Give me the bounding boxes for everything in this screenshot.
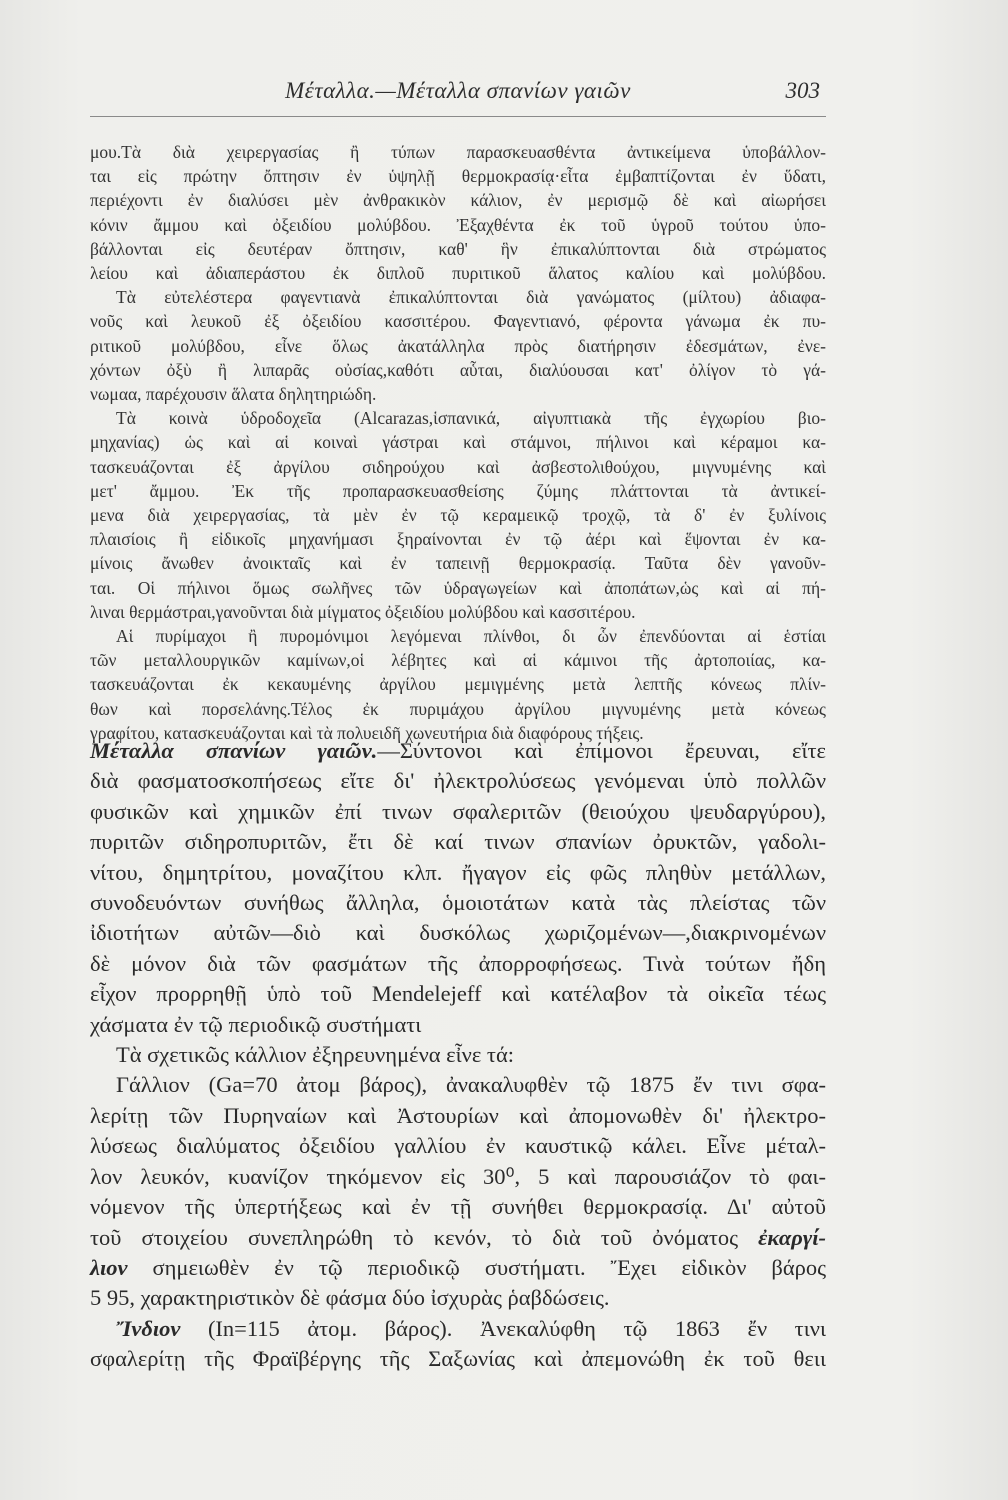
text-line: ἰδιοτήτων αὐτῶν—διὸ καὶ δυσκόλως χωριζομένων—,διακρινομένων — [90, 920, 826, 946]
text-line: —Σύντονοι καὶ ἐπίμονοι ἔρευναι, εἴτε — [377, 738, 826, 763]
section-heading: Μέταλλα σπανίων γαιῶν. — [90, 738, 378, 763]
running-title: Μέταλλα.—Μέταλλα σπανίων γαιῶν — [285, 78, 631, 103]
text-line: λιναι θερμάστραι,γανοῦνται διὰ μίγματος ὀξειδίου μολύβδου καὶ κασσιτέρου. — [90, 601, 636, 622]
section-rare-earth-metals — [90, 736, 826, 1375]
section-first-line — [90, 736, 826, 766]
text-line: τασκευάζονται ἐξ ἀργίλου σιδηρούχου καὶ ἀσβεστολιθούχου, μιγνυμένης καὶ — [90, 456, 826, 477]
indium-term: Ἴνδιον — [116, 1315, 181, 1341]
text-line: χόντων ὀξὺ ἢ λιπαρᾶς οὐσίας,καθότι αὗται, διαλύουσαι κατ' ὀλίγον τὸ γά- — [90, 359, 826, 380]
text-line: λείου καὶ ἀδιαπεράστου ἐκ διπλοῦ πυριτικοῦ ἅλατος καλίου καὶ μολύβδου. — [90, 263, 826, 284]
text-line: κόνιν ἄμμου καὶ ὀξειδίου μολύβδου. Ἐξαχθέντα ἐκ τοῦ ὑγροῦ τούτου ὑπο- — [90, 214, 826, 235]
text-line: ται εἰς πρώτην ὄπτησιν ἐν ὑψηλῇ θερμοκρασίᾳ·εἶτα ἐμβαπτίζονται ἐν ὕδατι, — [90, 166, 826, 187]
text-line: ριτικοῦ μολύβδου, εἶνε ὅλως ἀκατάλληλα πρὸς διατήρησιν ἐδεσμάτων, ἐνε- — [90, 335, 826, 356]
text-line: γραφίτου, κατασκευάζονται καὶ τὰ πολυειδῆ χωνευτήρια διὰ διαφόρους τήξεις. — [90, 722, 644, 743]
small-print-block — [90, 140, 826, 745]
gallium-line-with-term — [90, 1253, 826, 1283]
text-line: πυριτῶν σιδηροπυριτῶν, ἔτι δὲ καί τινων σπανίων ὀρυκτῶν, γαδολι- — [90, 829, 826, 855]
gallium-line: Γάλλιον (Ga=70 ἀτομ βάρος), ἀνακαλυφθὲν τῷ 1875 ἔν τινι σφα- — [116, 1072, 826, 1098]
gallium-line: λερίτῃ τῶν Πυρηναίων καὶ Ἀστουρίων καὶ ἀπομονωθὲν δι' ἠλεκτρο- — [90, 1102, 826, 1128]
gallium-line: λύσεως διαλύματος ὀξειδίου γαλλίου ἐν καυστικῷ κάλει. Εἶνε μέταλ- — [90, 1133, 826, 1159]
text-line: (In=115 ἀτομ. βάρος). Ἀνεκαλύφθη τῷ 1863 ἔν τινι — [207, 1315, 827, 1341]
text-line: Αἱ πυρίμαχοι ἢ πυρομόνιμοι λεγόμεναι πλίνθοι, δι ὧν ἐπενδύονται αἱ ἑστίαι — [116, 626, 826, 647]
text-line: νίτου, δημητρίτου, μοναζίτου κλπ. ἤγαγον εἰς φῶς πληθὺν μετάλλων, — [90, 859, 826, 885]
text-line: συνοδευόντων συνήθως ἄλληλα, ὁμοιοτάτων κατὰ τὰς πλείστας τῶν — [90, 890, 826, 916]
gallium-line: 5 95, χαρακτηριστικὸν δὲ φάσμα δύο ἰσχυρὰς ῥαβδώσεις. — [90, 1285, 610, 1311]
ekaaluminium-term: ἐκαργί- — [758, 1224, 826, 1250]
text-line: σημειωθὲν ἐν τῷ περιοδικῷ συστήματι. Ἔχει εἰδικὸν βάρος — [152, 1254, 826, 1280]
text-line: βάλλονται εἰς δευτέραν ὄπτησιν, καθ' ἣν ἐπικαλύπτονται διὰ στρώματος — [90, 238, 826, 259]
gallium-line: λον λευκόν, κυανίζον τηκόμενον εἰς 30⁰, 5 καὶ παρουσιάζον τὸ φαι- — [90, 1163, 826, 1189]
text-line: μηχανίας) ὡς καὶ αἱ κοιναὶ γάστραι καὶ στάμνοι, πήλινοι καὶ κέραμοι κα- — [90, 432, 826, 453]
text-line: τοῦ στοιχείου συνεπληρώθη τὸ κενόν, τὸ διὰ τοῦ ὀνόματος — [90, 1224, 739, 1250]
ekaaluminium-term-cont: λιον — [90, 1254, 128, 1280]
text-line: ται. Οἱ πήλινοι ὅμως σωλῆνες τῶν ὑδραγωγείων καὶ ἀποπάτων,ὡς καὶ αἱ πή- — [90, 577, 826, 598]
text-line: τῶν μεταλλουργικῶν καμίνων,οἱ λέβητες καὶ αἱ κάμινοι τῆς ἀρτοποιίας, κα- — [90, 650, 826, 671]
text-line: τασκευάζονται ἐκ κεκαυμένης ἀργίλου μεμιγμένης μετὰ λεπτῆς κόνεως πλίν- — [90, 674, 826, 695]
text-line: εἶχον προρρηθῇ ὑπὸ τοῦ Mendelejeff καὶ κατέλαβον τὰ οἰκεῖα τέως — [90, 981, 826, 1007]
text-line: μενα διὰ χειρεργασίας, τὰ μὲν ἐν τῷ κεραμεικῷ τροχῷ, τὰ δ' ἐν ξυλίνοις — [90, 505, 826, 526]
text-line: μίνοις ἄνωθεν ἀνοικταῖς καὶ ἐν ταπεινῇ θερμοκρασίᾳ. Ταῦτα δὲν γανοῦν- — [90, 553, 826, 574]
text-line: Τὰ εὐτελέστερα φαγεντιανὰ ἐπικαλύπτονται διὰ γανώματος (μίλτου) ἀδιαφα- — [116, 287, 826, 308]
text-line: μου.Τὰ διὰ χειρεργασίας ἢ τύπων παρασκευασθέντα ἀντικείμενα ὑποβάλλον- — [90, 142, 826, 162]
text-line: νοῦς καὶ λευκοῦ ἐξ ὀξειδίου κασσιτέρου. Φαγεντιανό, φέροντα γάνωμα ἐκ πυ- — [90, 311, 826, 332]
text-line: πλαισίοις ἢ εἰδικοῖς μηχανήμασι ξηραίνονται ἐν τῷ ἀέρι καὶ ἕψονται ἐν κα- — [90, 529, 826, 550]
text-line: νωμαα, παρέχουσιν ἅλατα δηλητηριώδη. — [90, 384, 377, 405]
indium-line — [90, 1314, 826, 1344]
text-line: Τὰ κοινὰ ὑδροδοχεῖα (Alcarazas,ἱσπανικά, αἰγυπτιακὰ τῆς ἐγχωρίου βιο- — [116, 408, 826, 429]
text-line: μετ' ἄμμου. Ἐκ τῆς προπαρασκευασθείσης ζύμης πλάττονται τὰ ἀντικεί- — [90, 480, 826, 501]
gallium-line-with-term — [90, 1223, 826, 1253]
text-line: δὲ μόνον διὰ τῶν φασμάτων τῆς ἀπορροφήσεως. Τινὰ τούτων ἤδη — [90, 950, 826, 976]
text-line: θων καὶ πορσελάνης.Τέλος ἐκ πυριμάχου ἀργίλου μιγνυμένης μετὰ κόνεως — [90, 698, 826, 719]
text-line: διὰ φασματοσκοπήσεως εἴτε δι' ἠλεκτρολύσεως γενόμεναι ὑπὸ πολλῶν — [90, 768, 826, 794]
intro-line: Τὰ σχετικῶς κάλλιον ἐξηρευνημένα εἶνε τά: — [116, 1042, 515, 1068]
text-line: φυσικῶν καὶ χημικῶν ἐπί τινων σφαλεριτῶν (θειούχου ψευδαργύρου), — [90, 798, 826, 824]
indium-line: σφαλερίτῃ τῆς Φραϊβέργης τῆς Σαξωνίας καὶ ἀπεμονώθη ἐκ τοῦ θειι — [90, 1346, 826, 1372]
gallium-line: νόμενον τῆς ὑπερτήξεως καὶ ἐν τῇ συνήθει θερμοκρασίᾳ. Δι' αὐτοῦ — [90, 1194, 826, 1220]
text-line: χάσματα ἐν τῷ περιοδικῷ συστήματι — [90, 1011, 422, 1037]
running-header — [90, 72, 826, 117]
text-line: περιέχοντι ἐν διαλύσει μὲν ἀνθρακικὸν κάλιον, ἐν μερισμῷ δὲ καὶ αἰωρήσει — [90, 190, 826, 211]
page-number: 303 — [785, 78, 820, 103]
